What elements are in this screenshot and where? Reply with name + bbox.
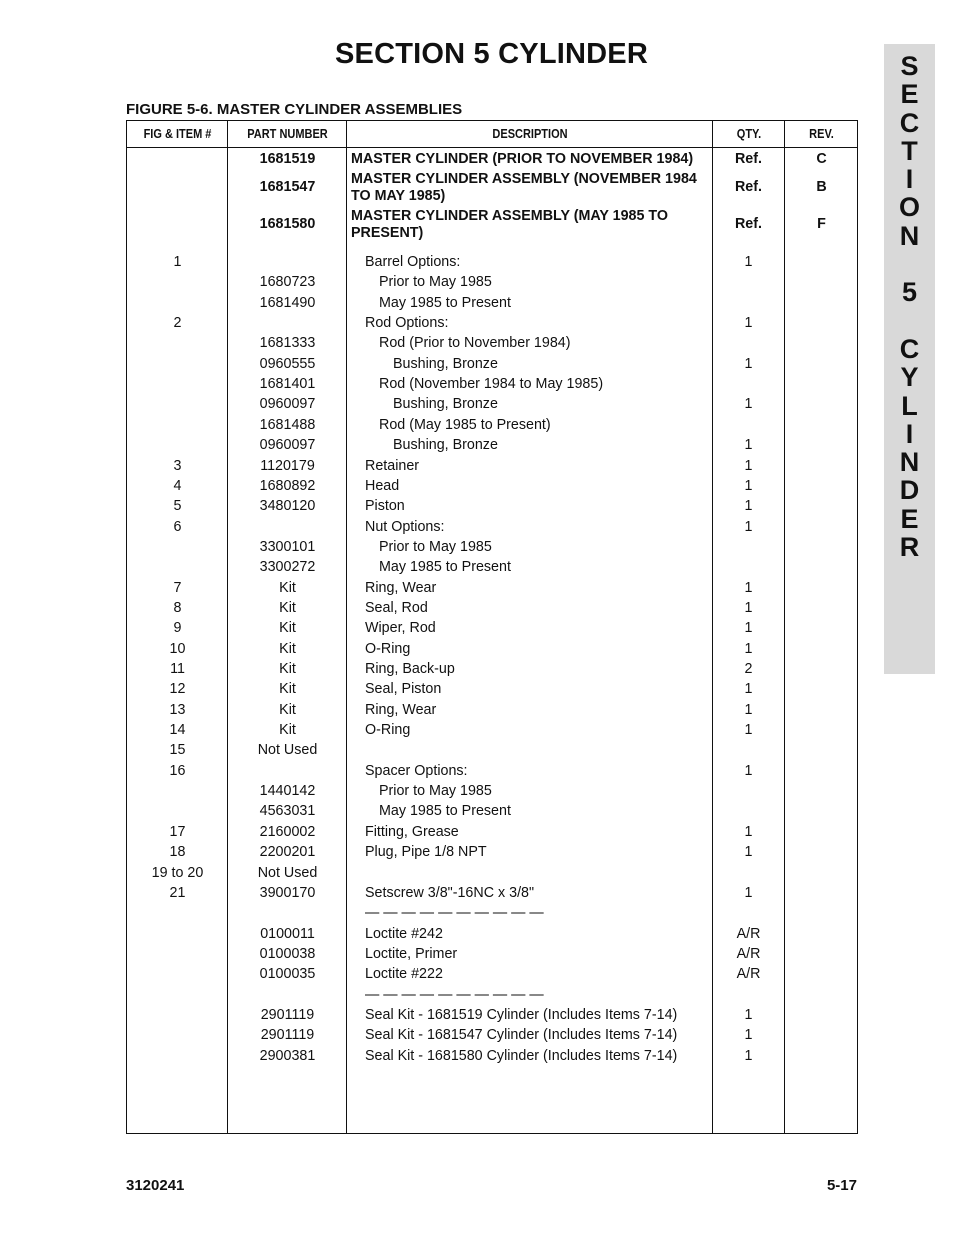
side-tab-letter xyxy=(884,307,935,335)
side-tab-letter: D xyxy=(899,475,920,506)
table-row xyxy=(127,598,857,618)
part-number-cell: Kit xyxy=(279,701,296,718)
revision-cell xyxy=(785,761,858,781)
revision-cell xyxy=(785,944,858,964)
part-number-cell: 1681490 xyxy=(259,294,316,311)
quantity-cell: 1 xyxy=(744,701,753,718)
quantity-cell xyxy=(713,558,784,578)
fig-item-cell xyxy=(127,944,228,964)
quantity-cell: 1 xyxy=(744,579,753,596)
quantity-cell: 1 xyxy=(744,315,753,332)
table-row xyxy=(127,619,857,639)
table-row xyxy=(127,944,857,964)
quantity-cell: 1 xyxy=(744,437,753,454)
fig-item-cell xyxy=(127,1005,228,1025)
fig-item-cell: 5 xyxy=(173,498,182,515)
description-cell: Piston xyxy=(365,498,405,515)
quantity-cell xyxy=(713,741,784,761)
part-number-cell: 2901119 xyxy=(260,1006,315,1023)
quantity-cell: Ref. xyxy=(734,216,762,233)
fig-item-cell: 2 xyxy=(173,315,182,332)
table-row xyxy=(127,1026,857,1046)
quantity-cell: 1 xyxy=(744,823,753,840)
description-cell: Rod (Prior to November 1984) xyxy=(379,335,571,352)
description-cell: Plug, Pipe 1/8 NPT xyxy=(365,844,487,861)
table-row xyxy=(127,537,857,557)
fig-item-cell: 9 xyxy=(173,620,182,637)
description-cell: Rod (November 1984 to May 1985) xyxy=(379,376,604,393)
table-row xyxy=(127,374,857,394)
side-tab-letter: Y xyxy=(900,362,919,393)
revision-cell xyxy=(785,598,858,618)
quantity-cell: A/R xyxy=(736,945,761,962)
fig-item-cell: 4 xyxy=(173,477,182,494)
part-number-cell: Kit xyxy=(279,620,296,637)
revision-cell xyxy=(785,965,858,985)
revision-cell: C xyxy=(816,150,827,167)
parts-table xyxy=(126,120,858,1134)
revision-cell xyxy=(785,924,858,944)
fig-item-cell xyxy=(127,965,228,985)
fig-item-cell xyxy=(127,904,228,924)
header-quantity: QTY. xyxy=(736,127,762,141)
revision-cell xyxy=(785,863,858,883)
part-number-cell: 1440142 xyxy=(259,783,316,800)
fig-item-cell: 3 xyxy=(173,457,182,474)
table-row xyxy=(127,169,857,206)
table-row xyxy=(127,659,857,679)
description-cell: Seal Kit - 1681547 Cylinder (Includes Items 7-14) xyxy=(365,1027,678,1044)
description-cell: Bushing, Bronze xyxy=(393,437,498,454)
part-number-cell: 0100038 xyxy=(259,945,316,962)
revision-cell xyxy=(785,374,858,394)
revision-cell xyxy=(785,497,858,517)
revision-cell xyxy=(785,436,858,456)
fig-item-cell: 8 xyxy=(173,599,182,616)
side-tab-letter xyxy=(884,250,935,278)
description-cell: Bushing, Bronze xyxy=(393,396,498,413)
revision-cell xyxy=(785,883,858,903)
revision-cell xyxy=(785,313,858,333)
description-cell: O-Ring xyxy=(365,722,411,739)
quantity-cell: 1 xyxy=(744,498,753,515)
header-part-number: PART NUMBER xyxy=(247,127,328,141)
part-number-cell: 1681401 xyxy=(259,376,316,393)
page-number: 5-17 xyxy=(826,1177,857,1194)
description-cell: May 1985 to Present xyxy=(379,559,511,576)
fig-item-cell: 7 xyxy=(173,579,182,596)
fig-item-cell xyxy=(127,149,228,169)
table-row xyxy=(127,395,857,415)
quantity-cell: 1 xyxy=(744,640,753,657)
quantity-cell: Ref. xyxy=(734,150,762,167)
table-row xyxy=(127,517,857,537)
part-number-cell: 3300272 xyxy=(259,559,316,576)
table-row xyxy=(127,843,857,863)
revision-cell xyxy=(785,578,858,598)
table-row xyxy=(127,680,857,700)
side-tab-letter: R xyxy=(899,532,920,563)
revision-cell xyxy=(785,293,858,313)
revision-cell xyxy=(785,741,858,761)
description-cell: Seal Kit - 1681580 Cylinder (Includes Items 7-14) xyxy=(365,1047,678,1064)
part-number-cell: 3300101 xyxy=(259,538,316,555)
part-number-cell: Kit xyxy=(279,661,296,678)
revision-cell xyxy=(785,537,858,557)
table-row xyxy=(127,1046,857,1066)
description-cell: Loctite #242 xyxy=(365,925,443,942)
table-row xyxy=(127,822,857,842)
fig-item-cell xyxy=(127,206,228,243)
fig-item-cell xyxy=(127,415,228,435)
quantity-cell: 1 xyxy=(744,762,753,779)
side-tab-letter: 5 xyxy=(901,277,918,308)
description-cell: Head xyxy=(365,477,400,494)
fig-item-cell: 19 to 20 xyxy=(151,864,204,881)
table-row xyxy=(127,700,857,720)
quantity-cell: 1 xyxy=(744,1006,753,1023)
description-cell: Rod Options: xyxy=(365,315,449,332)
side-tab-letter: I xyxy=(905,164,914,195)
description-cell: Spacer Options: xyxy=(365,762,468,779)
table-row xyxy=(127,415,857,435)
fig-item-cell xyxy=(127,924,228,944)
part-number-cell: 4563031 xyxy=(259,803,316,820)
description-cell: — — — — — — — — — — xyxy=(365,986,544,1003)
table-row xyxy=(127,639,857,659)
part-number-cell: Kit xyxy=(279,579,296,596)
quantity-cell: 1 xyxy=(744,254,753,271)
table-row xyxy=(127,273,857,293)
revision-cell xyxy=(785,639,858,659)
description-cell: Rod (May 1985 to Present) xyxy=(379,416,551,433)
fig-item-cell: 13 xyxy=(169,701,186,718)
description-cell: Prior to May 1985 xyxy=(379,538,492,555)
revision-cell xyxy=(785,822,858,842)
revision-cell xyxy=(785,1005,858,1025)
part-number-cell: 1681580 xyxy=(259,216,316,233)
description-cell: May 1985 to Present xyxy=(379,294,511,311)
table-row xyxy=(127,206,857,243)
fig-item-cell: 6 xyxy=(173,518,182,535)
revision-cell xyxy=(785,802,858,822)
description-cell xyxy=(351,741,711,761)
revision-cell xyxy=(785,517,858,537)
fig-item-cell: 1 xyxy=(173,254,182,271)
table-row xyxy=(127,741,857,761)
fig-item-cell xyxy=(127,293,228,313)
description-cell: MASTER CYLINDER ASSEMBLY (NOVEMBER 1984 TO MAY 1985) xyxy=(351,170,697,204)
table-row xyxy=(127,578,857,598)
quantity-cell xyxy=(713,334,784,354)
table-header-row xyxy=(127,121,857,148)
part-number-cell: 1120179 xyxy=(260,457,315,474)
table-row xyxy=(127,313,857,333)
fig-item-cell xyxy=(127,1046,228,1066)
section-side-tab xyxy=(884,44,935,674)
part-number-cell: 1681488 xyxy=(259,416,316,433)
table-row xyxy=(127,863,857,883)
side-tab-letter: I xyxy=(905,418,914,449)
quantity-cell: Ref. xyxy=(734,179,762,196)
revision-cell xyxy=(785,476,858,496)
description-cell: Prior to May 1985 xyxy=(379,783,492,800)
table-row xyxy=(127,802,857,822)
fig-item-cell xyxy=(127,802,228,822)
revision-cell xyxy=(785,904,858,924)
fig-item-cell xyxy=(127,985,228,1005)
revision-cell xyxy=(785,558,858,578)
description-cell: Loctite #222 xyxy=(365,966,443,983)
part-number-cell: 1681547 xyxy=(259,179,316,196)
quantity-cell: A/R xyxy=(736,925,761,942)
part-number-cell: Kit xyxy=(279,722,296,739)
quantity-cell: 1 xyxy=(744,1027,753,1044)
part-number-cell: Not Used xyxy=(257,742,318,759)
side-tab-letter: N xyxy=(899,447,920,478)
description-cell: May 1985 to Present xyxy=(379,803,511,820)
revision-cell xyxy=(785,720,858,740)
revision-cell xyxy=(785,1026,858,1046)
side-tab-letter: N xyxy=(899,220,920,251)
part-number-cell xyxy=(228,904,347,924)
revision-cell xyxy=(785,843,858,863)
description-cell xyxy=(351,863,711,883)
revision-cell xyxy=(785,252,858,272)
side-tab-letter: T xyxy=(901,135,918,166)
revision-cell xyxy=(785,1046,858,1066)
description-cell: Ring, Back-up xyxy=(365,661,455,678)
revision-cell: B xyxy=(816,179,827,196)
fig-item-cell xyxy=(127,537,228,557)
side-tab-letter: E xyxy=(900,503,919,534)
fig-item-cell xyxy=(127,436,228,456)
revision-cell: F xyxy=(817,216,826,233)
table-row xyxy=(127,781,857,801)
quantity-cell xyxy=(713,781,784,801)
description-cell: MASTER CYLINDER ASSEMBLY (MAY 1985 TO PRESENT) xyxy=(351,207,668,241)
fig-item-cell xyxy=(127,374,228,394)
side-tab-letter: E xyxy=(900,79,919,110)
part-number-cell: 2901119 xyxy=(260,1027,315,1044)
fig-item-cell xyxy=(127,334,228,354)
quantity-cell xyxy=(713,985,784,1005)
quantity-cell: 1 xyxy=(744,457,753,474)
part-number-cell: Kit xyxy=(279,681,296,698)
part-number-cell: 3480120 xyxy=(259,498,316,515)
quantity-cell: 1 xyxy=(744,681,753,698)
part-number-cell: 1680892 xyxy=(259,477,316,494)
table-row xyxy=(127,497,857,517)
part-number-cell: Kit xyxy=(279,640,296,657)
part-number-cell xyxy=(228,252,347,272)
description-cell: MASTER CYLINDER (PRIOR TO NOVEMBER 1984) xyxy=(351,150,694,167)
description-cell: Fitting, Grease xyxy=(365,823,459,840)
side-tab-letter: C xyxy=(899,333,920,364)
table-row xyxy=(127,149,857,169)
table-row xyxy=(127,965,857,985)
quantity-cell xyxy=(713,802,784,822)
description-cell: O-Ring xyxy=(365,640,411,657)
table-row xyxy=(127,720,857,740)
quantity-cell: 1 xyxy=(744,599,753,616)
description-cell: Seal, Rod xyxy=(365,599,428,616)
part-number-cell: 0960555 xyxy=(259,355,316,372)
side-tab-letter: O xyxy=(898,192,920,223)
part-number-cell xyxy=(228,517,347,537)
description-cell: Ring, Wear xyxy=(365,701,437,718)
figure-title: FIGURE 5-6. MASTER CYLINDER ASSEMBLIES xyxy=(126,101,463,118)
revision-cell xyxy=(785,334,858,354)
quantity-cell: 1 xyxy=(744,722,753,739)
part-number-cell: 0100011 xyxy=(260,925,315,942)
quantity-cell xyxy=(713,273,784,293)
revision-cell xyxy=(785,700,858,720)
part-number-cell xyxy=(228,761,347,781)
table-row xyxy=(127,436,857,456)
description-cell: — — — — — — — — — — xyxy=(365,905,544,922)
quantity-cell: 1 xyxy=(744,884,753,901)
part-number-cell xyxy=(228,985,347,1005)
revision-cell xyxy=(785,659,858,679)
quantity-cell: A/R xyxy=(736,966,761,983)
quantity-cell xyxy=(713,863,784,883)
part-number-cell: 2900381 xyxy=(259,1047,316,1064)
quantity-cell: 1 xyxy=(744,518,753,535)
description-cell: Ring, Wear xyxy=(365,579,437,596)
quantity-cell xyxy=(713,415,784,435)
revision-cell xyxy=(785,273,858,293)
description-cell: Seal Kit - 1681519 Cylinder (Includes Items 7-14) xyxy=(365,1006,678,1023)
fig-item-cell: 21 xyxy=(169,884,186,901)
part-number-cell: 1680723 xyxy=(259,274,316,291)
fig-item-cell: 15 xyxy=(169,742,186,759)
quantity-cell: 1 xyxy=(744,620,753,637)
description-cell: Prior to May 1985 xyxy=(379,274,492,291)
document-number: 3120241 xyxy=(126,1177,185,1194)
table-row xyxy=(127,761,857,781)
quantity-cell xyxy=(713,374,784,394)
revision-cell xyxy=(785,985,858,1005)
side-tab-letter: S xyxy=(900,51,919,81)
table-row xyxy=(127,985,857,1005)
header-fig-item: FIG & ITEM # xyxy=(143,127,212,141)
part-number-cell: 1681333 xyxy=(259,335,316,352)
revision-cell xyxy=(785,456,858,476)
fig-item-cell xyxy=(127,781,228,801)
description-cell: Retainer xyxy=(365,457,420,474)
side-tab-letter: L xyxy=(901,390,918,421)
table-row xyxy=(127,476,857,496)
part-number-cell: 3900170 xyxy=(259,884,316,901)
part-number-cell: 1681519 xyxy=(259,150,316,167)
part-number-cell xyxy=(228,313,347,333)
part-number-cell: Kit xyxy=(279,599,296,616)
fig-item-cell: 12 xyxy=(169,681,186,698)
quantity-cell: 1 xyxy=(744,1047,753,1064)
fig-item-cell xyxy=(127,395,228,415)
part-number-cell: 0100035 xyxy=(259,966,316,983)
table-row xyxy=(127,252,857,272)
table-row xyxy=(127,334,857,354)
quantity-cell: 1 xyxy=(744,477,753,494)
revision-cell xyxy=(785,415,858,435)
description-cell: Barrel Options: xyxy=(365,254,461,271)
description-cell: Wiper, Rod xyxy=(365,620,436,637)
header-description: DESCRIPTION xyxy=(492,127,568,141)
revision-cell xyxy=(785,354,858,374)
fig-item-cell xyxy=(127,169,228,206)
table-row xyxy=(127,924,857,944)
description-cell: Seal, Piston xyxy=(365,681,442,698)
quantity-cell xyxy=(713,537,784,557)
description-cell: Nut Options: xyxy=(365,518,445,535)
quantity-cell: 2 xyxy=(744,661,753,678)
part-number-cell: 2160002 xyxy=(259,823,316,840)
table-row xyxy=(127,558,857,578)
part-number-cell: 0960097 xyxy=(259,437,316,454)
fig-item-cell xyxy=(127,558,228,578)
fig-item-cell: 17 xyxy=(169,823,186,840)
table-row xyxy=(127,456,857,476)
revision-cell xyxy=(785,781,858,801)
table-row xyxy=(127,883,857,903)
fig-item-cell xyxy=(127,1026,228,1046)
side-tab-letter: C xyxy=(899,107,920,138)
table-row xyxy=(127,293,857,313)
quantity-cell: 1 xyxy=(744,844,753,861)
part-number-cell: 2200201 xyxy=(259,844,316,861)
table-row xyxy=(127,1005,857,1025)
fig-item-cell xyxy=(127,273,228,293)
description-cell: Loctite, Primer xyxy=(365,945,458,962)
page-title: SECTION 5 CYLINDER xyxy=(335,38,648,70)
fig-item-cell: 11 xyxy=(170,661,185,678)
revision-cell xyxy=(785,619,858,639)
revision-cell xyxy=(785,395,858,415)
fig-item-cell: 14 xyxy=(169,722,186,739)
fig-item-cell xyxy=(127,354,228,374)
table-row xyxy=(127,354,857,374)
fig-item-cell: 18 xyxy=(169,844,186,861)
description-cell: Bushing, Bronze xyxy=(393,355,498,372)
revision-cell xyxy=(785,680,858,700)
part-number-cell: Not Used xyxy=(257,864,318,881)
quantity-cell xyxy=(713,904,784,924)
quantity-cell xyxy=(713,293,784,313)
fig-item-cell: 16 xyxy=(169,762,186,779)
quantity-cell: 1 xyxy=(744,396,753,413)
description-cell: Setscrew 3/8"-16NC x 3/8" xyxy=(365,884,535,901)
header-revision: REV. xyxy=(809,127,834,141)
quantity-cell: 1 xyxy=(744,355,753,372)
part-number-cell: 0960097 xyxy=(259,396,316,413)
table-row xyxy=(127,904,857,924)
fig-item-cell: 10 xyxy=(169,640,186,657)
